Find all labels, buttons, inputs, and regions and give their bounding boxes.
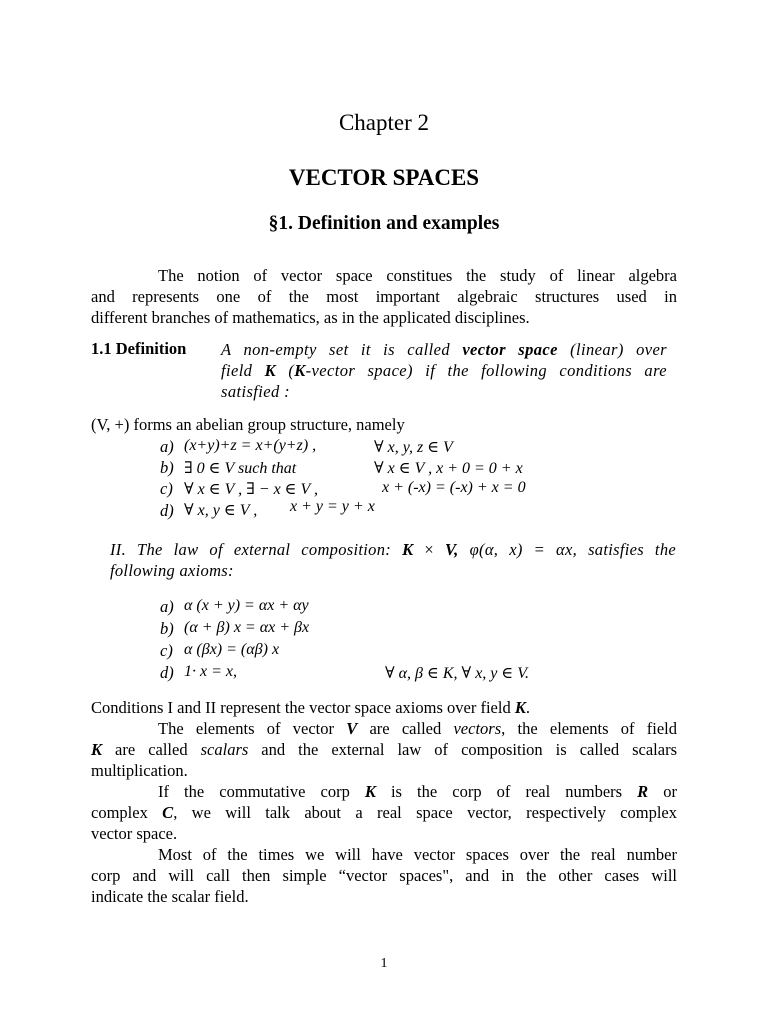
corp-line-3: vector space.	[91, 824, 178, 843]
definition-label: 1.1 Definition	[91, 339, 187, 358]
external-law-line-2: following axioms:	[110, 561, 234, 580]
real-line-3: indicate the scalar field.	[91, 887, 249, 906]
real-line-2: corp and will call then simple “vector spaces", and in the other cases will	[91, 866, 677, 885]
intro-line-3: different branches of mathematics, as in the applicated disciplines.	[91, 308, 530, 327]
group-axioms-intro: (V, +) forms an abelian group structure, namely	[91, 415, 405, 434]
section-heading: §1. Definition and examples	[268, 213, 500, 234]
elements-line-2: K are called scalars and the external law of composition is called scalars	[91, 740, 677, 759]
conditions-line: Conditions I and II represent the vector space axioms over field K.	[91, 698, 530, 717]
chapter-title: VECTOR SPACES	[288, 165, 480, 190]
elements-line-3: multiplication.	[91, 761, 188, 780]
corp-line-2: complex C, we will talk about a real space vector, respectively complex	[91, 803, 677, 822]
real-line-1: Most of the times we will have vector spaces over the real number	[158, 845, 677, 864]
document-page: Chapter 2 VECTOR SPACES §1. Definition and examples The notion of vector space constitues the study of linear algebra and represents one of the most important algebraic structures used in different branches of mathematics, as in the applicated disciplines. 1.1 Definition A non-empty set it is called vector space (linear) over field K (K-vector space) if the following conditions are satisfied : (V, +) forms an abelian group structure, namely a) (x+y)+z = x+(y+z) , ∀ x, y, z ∈ V b) ∃ 0 ∈ V such that ∀ x ∈ V , x + 0 = 0 + x c) ∀ x ∈ V , ∃ − x ∈ V , x + (-x) = (-x) + x = 0 d) ∀ x, y ∈ V , x + y = y + x II. The law of external composition: K × V, φ(α, x) = αx, satisfies the following axioms: a) α (x + y) = αx + αy b) (α + β) x = αx + βx c) α (βx) = (αβ) x d) 1· x = x, ∀ α, β ∈ K, ∀ x, y ∈ V. Conditions I and II represent the vector space axioms over field K. The elements of vector V are called vectors, the elements of field K are called scalars and the external law of composition is called scalars multiplication. If the commutative corp K is the corp of real numbers R or complex C, we will talk about a real space vector, respectively complex vector space. Most of the times we will have vector spaces over the real number corp and will call then simple “vector spaces", and in the other cases will indicate the scalar field. 1	[0, 0, 768, 1024]
external-law-line-1: II. The law of external composition: K × V, φ(α, x) = αx, satisfies the	[110, 540, 676, 559]
definition-line-2: field K (K-vector space) if the following conditions are	[221, 361, 668, 380]
term-vector-space: vector space	[462, 340, 558, 359]
intro-line-1: The notion of vector space constitues the study of linear algebra	[158, 266, 677, 285]
definition-line-1: A non-empty set it is called vector space (linear) over	[221, 340, 667, 359]
definition-line-3: satisfied :	[221, 382, 291, 401]
elements-line-1: The elements of vector V are called vectors, the elements of field	[158, 719, 677, 738]
intro-line-2: and represents one of the most important algebraic structures used in	[91, 287, 677, 306]
page-number: 1	[380, 956, 388, 971]
corp-line-1: If the commutative corp K is the corp of real numbers R or	[158, 782, 678, 801]
chapter-heading: Chapter 2	[338, 110, 430, 135]
